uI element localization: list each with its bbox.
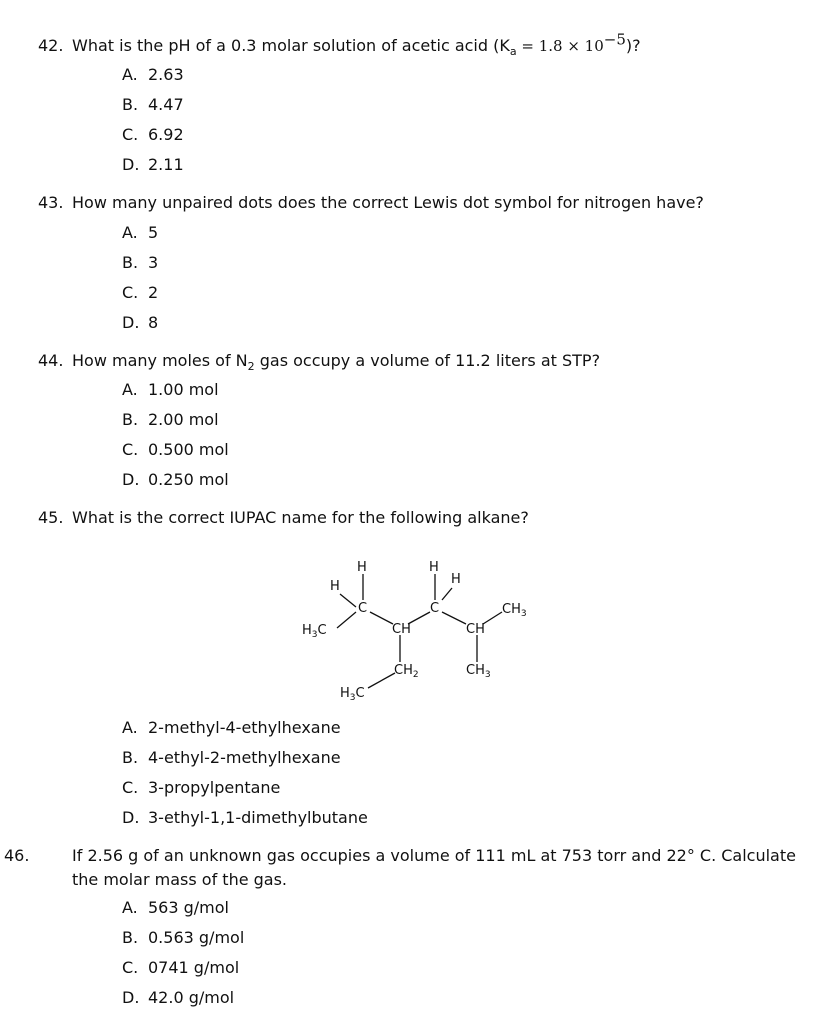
question-text: What is the correct IUPAC name for the following alkane? bbox=[72, 508, 529, 527]
bond bbox=[442, 612, 466, 624]
option-44-a[interactable]: A. 1.00 mol bbox=[122, 380, 219, 399]
ka-exponent: −5 bbox=[603, 30, 626, 49]
option-45-d[interactable]: D. 3-ethyl-1,1-dimethylbutane bbox=[122, 808, 368, 827]
option-45-c[interactable]: C. 3-propylpentane bbox=[122, 778, 281, 797]
bond bbox=[368, 673, 395, 688]
question-46 bbox=[4, 844, 798, 892]
atom-label-c: C bbox=[358, 601, 368, 616]
atom-label-h3c: $H_3C$ bbox=[340, 686, 365, 703]
question-text: How many moles of $N_2$ gas occupy a volume of 11.2 liters at STP? bbox=[72, 351, 601, 374]
alkane-structure-diagram bbox=[290, 552, 550, 707]
question-44 bbox=[38, 349, 798, 373]
bond bbox=[483, 612, 502, 624]
option-42-d[interactable]: D. 2.11 bbox=[122, 155, 184, 174]
atom-label-ch: CH bbox=[392, 622, 411, 637]
question-43 bbox=[38, 191, 798, 215]
atom-label-c: C bbox=[430, 601, 440, 616]
option-45-a[interactable]: A. 2-methyl-4-ethylhexane bbox=[122, 718, 341, 737]
option-43-d[interactable]: D. 8 bbox=[122, 313, 159, 332]
question-number: 44. bbox=[38, 351, 64, 370]
atom-label-h: H bbox=[330, 579, 340, 594]
atom-label-h3c: $H_3C$ bbox=[302, 623, 327, 640]
n2-subscript: 2 bbox=[247, 360, 255, 374]
atom-label-h: H bbox=[429, 560, 439, 575]
option-43-a[interactable]: A. 5 bbox=[122, 223, 159, 242]
atom-label-ch: CH bbox=[466, 622, 485, 637]
bond bbox=[370, 612, 393, 624]
option-43-c[interactable]: C. 2 bbox=[122, 283, 159, 302]
question-number: 43. bbox=[38, 193, 64, 212]
option-44-d[interactable]: D. 0.250 mol bbox=[122, 470, 229, 489]
atom-label-ch3: $CH_3$ bbox=[466, 663, 491, 680]
question-number: 42. bbox=[38, 36, 64, 55]
question-text: How many unpaired dots does the correct Lewis dot symbol for nitrogen have? bbox=[72, 193, 704, 212]
atom-label-h: H bbox=[357, 560, 367, 575]
bond bbox=[340, 594, 356, 607]
option-46-a[interactable]: A. 563 g/mol bbox=[122, 898, 229, 917]
ka-subscript: a bbox=[509, 45, 517, 59]
option-42-b[interactable]: B. 4.47 bbox=[122, 95, 184, 114]
question-number: 46. bbox=[4, 846, 30, 865]
option-42-a[interactable]: A. 2.63 bbox=[122, 65, 184, 84]
option-46-b[interactable]: B. 0.563 g/mol bbox=[122, 928, 245, 947]
atom-label-h: H bbox=[451, 572, 461, 587]
option-42-c[interactable]: C. 6.92 bbox=[122, 125, 184, 144]
option-44-c[interactable]: C. 0.500 mol bbox=[122, 440, 229, 459]
question-text: What is the pH of a 0.3 molar solution of acetic acid $(K_a = 1.8 \times 10^{-5})$? bbox=[72, 30, 641, 59]
atom-label-ch2: $CH_2$ bbox=[394, 663, 419, 680]
bond bbox=[408, 612, 430, 624]
question-42 bbox=[38, 30, 798, 59]
bond bbox=[442, 588, 452, 600]
option-46-c[interactable]: C. 0741 g/mol bbox=[122, 958, 240, 977]
question-45 bbox=[38, 506, 798, 530]
option-45-b[interactable]: B. 4-ethyl-2-methylhexane bbox=[122, 748, 341, 767]
question-text-wrap bbox=[4, 844, 798, 892]
question-text: If 2.56 g of an unknown gas occupies a volume of 111 mL at 753 torr and 22° C. Calculate the molar mass of the gas. bbox=[72, 846, 796, 889]
option-44-b[interactable]: B. 2.00 mol bbox=[122, 410, 219, 429]
option-43-b[interactable]: B. 3 bbox=[122, 253, 159, 272]
question-number: 45. bbox=[38, 508, 64, 527]
bond bbox=[337, 612, 356, 628]
atom-label-ch3: $CH_3$ bbox=[502, 602, 527, 619]
option-46-d[interactable]: D. 42.0 g/mol bbox=[122, 988, 235, 1007]
